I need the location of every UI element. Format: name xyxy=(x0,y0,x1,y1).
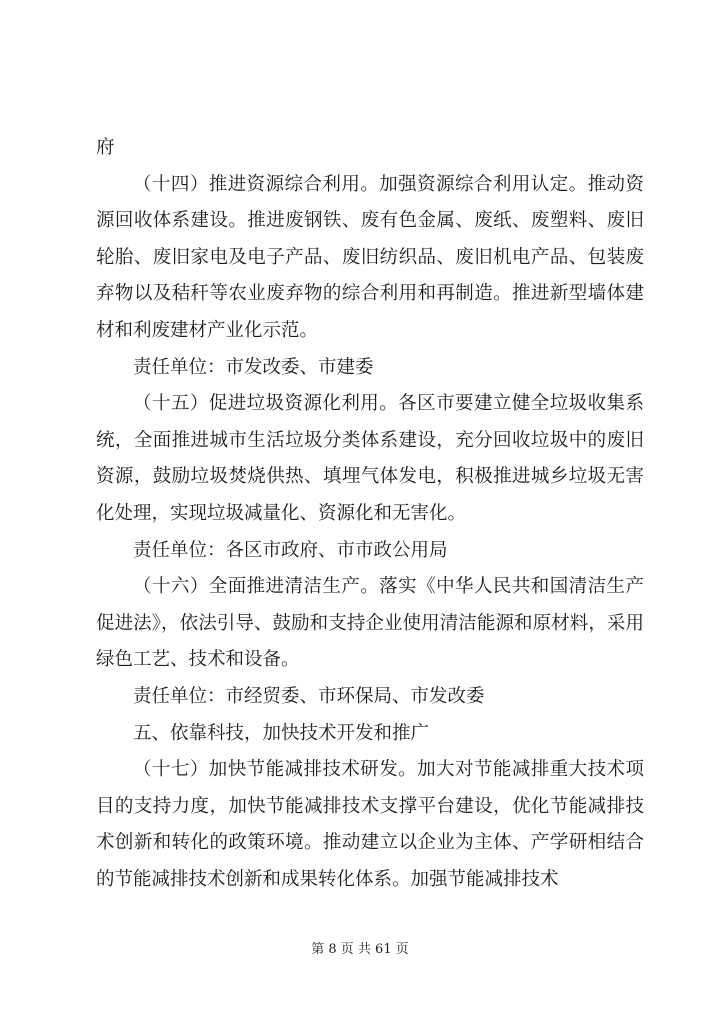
paragraph-item-14: （十四）推进资源综合利用。加强资源综合利用认定。推动资源回收体系建设。推进废钢铁、废有色金属、废纸、废塑料、废旧轮胎、废旧家电及电子产品、废旧纺织品、废旧机电产品、包装废弃物以及秸秆等农业废弃物的综合利用和再制造。推进新型墙体建材和利废建材产业化示范。 xyxy=(96,173,644,341)
responsible-unit-15: 责任单位：各区市政府、市市政公用局 xyxy=(133,539,448,561)
section-heading-5: 五、依靠科技，加快技术开发和推广 xyxy=(133,722,430,744)
body-text xyxy=(96,130,644,898)
paragraph-item-17: （十七）加快节能减排技术研发。加大对节能减排重大技术项目的支持力度，加快节能减排技术支撑平台建设，优化节能减排技术创新和转化的政策环境。推动建立以企业为主体、产学研相结合的节能减排技术创新和成果转化体系。加强节能减排技术 xyxy=(96,759,644,890)
paragraph-item-16: （十六）全面推进清洁生产。落实《中华人民共和国清洁生产促进法》，依法引导、鼓励和支持企业使用清洁能源和原材料，采用绿色工艺、技术和设备。 xyxy=(96,576,644,671)
responsible-unit-14: 责任单位：市发改委、市建委 xyxy=(133,356,374,378)
responsible-unit-16: 责任单位：市经贸委、市环保局、市发改委 xyxy=(133,685,485,707)
paragraph-item-15: （十五）促进垃圾资源化利用。各区市要建立健全垃圾收集系统，全面推进城市生活垃圾分类体系建设，充分回收垃圾中的废旧资源，鼓励垃圾焚烧供热、填埋气体发电，积极推进城乡垃圾无害化处理，实现垃圾减量化、资源化和无害化。 xyxy=(96,393,644,524)
page-number-footer: 第 8 页 共 61 页 xyxy=(311,942,409,957)
paragraph-continuation: 府 xyxy=(96,137,115,158)
